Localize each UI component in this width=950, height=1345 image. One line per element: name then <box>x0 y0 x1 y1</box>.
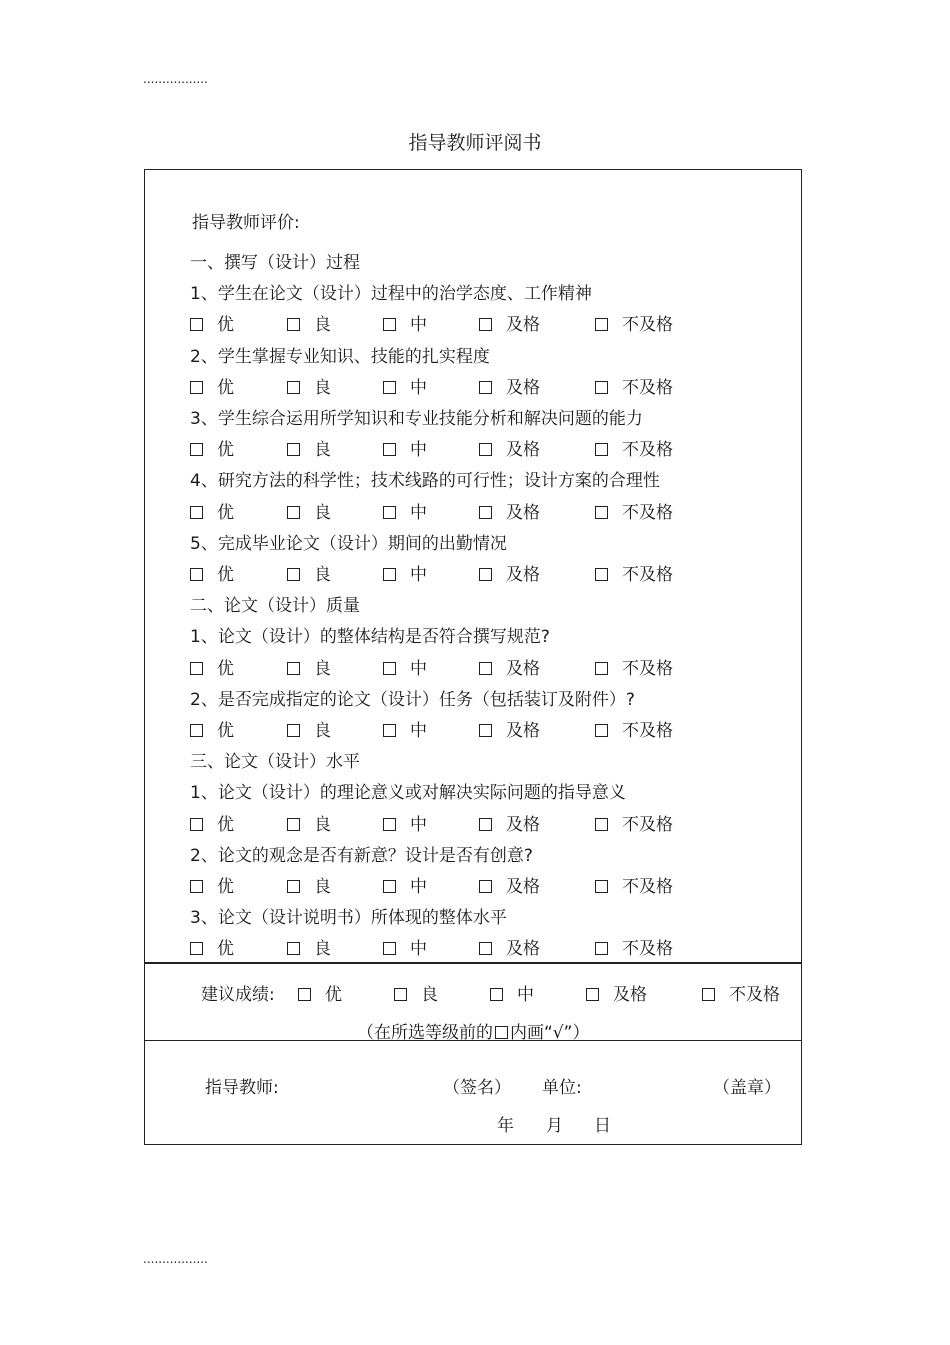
checkbox-icon[interactable] <box>595 662 608 675</box>
grade-option-label: 优 <box>217 440 234 460</box>
checkbox-icon <box>495 1026 508 1039</box>
grade-option[interactable] <box>287 872 331 897</box>
grade-option-label: 及格 <box>506 565 540 585</box>
grade-option-label: 及格 <box>506 939 540 959</box>
grade-option-label: 不及格 <box>622 440 673 460</box>
question-text: 1、论文（设计）的整体结构是否符合撰写规范? <box>190 627 550 647</box>
date-day: 日 <box>594 1116 611 1136</box>
grade-option[interactable] <box>595 498 673 523</box>
checkbox-icon[interactable] <box>190 568 203 581</box>
grade-option-label: 良 <box>314 659 331 679</box>
date-month: 月 <box>546 1116 563 1136</box>
grade-option[interactable] <box>190 716 234 741</box>
sign-label: （签名） <box>443 1078 511 1098</box>
grade-option-label: 中 <box>410 503 427 523</box>
grade-option[interactable] <box>479 560 540 585</box>
suggested-grade-option[interactable] <box>586 980 647 1005</box>
grade-option-label: 中 <box>410 315 427 335</box>
page-title: 指导教师评阅书 <box>408 132 542 154</box>
grade-option-label: 及格 <box>506 503 540 523</box>
checkbox-icon[interactable] <box>190 880 203 893</box>
question-text: 3、学生综合运用所学知识和专业技能分析和解决问题的能力 <box>190 409 643 429</box>
grade-option-label: 不及格 <box>622 939 673 959</box>
question-text: 2、学生掌握专业知识、技能的扎实程度 <box>190 347 490 367</box>
selection-note-prefix: （在所选等级前的 <box>357 1023 493 1043</box>
grade-option[interactable] <box>287 810 331 835</box>
grade-option[interactable] <box>190 560 234 585</box>
checkbox-icon[interactable] <box>479 506 492 519</box>
grade-option[interactable] <box>190 498 234 523</box>
header-dots: ................. <box>143 72 208 86</box>
grade-option-label: 不及格 <box>622 503 673 523</box>
checkbox-icon[interactable] <box>479 818 492 831</box>
grade-option[interactable] <box>383 310 427 335</box>
grade-option[interactable] <box>383 872 427 897</box>
advisor-label: 指导教师: <box>205 1078 279 1098</box>
signature-section <box>145 1040 801 1146</box>
grade-option-label: 中 <box>410 721 427 741</box>
checkbox-icon[interactable] <box>383 443 396 456</box>
grade-option[interactable] <box>479 310 540 335</box>
grade-option[interactable] <box>595 654 673 679</box>
grade-option[interactable] <box>595 373 673 398</box>
grade-option-label: 良 <box>314 877 331 897</box>
grade-option[interactable] <box>479 872 540 897</box>
suggested-grade-label-text: 优 <box>325 985 342 1005</box>
grade-option-label: 中 <box>410 659 427 679</box>
grade-option[interactable] <box>190 934 234 959</box>
checkbox-icon[interactable] <box>479 724 492 737</box>
grade-option-label: 不及格 <box>622 378 673 398</box>
grade-option-label: 优 <box>217 721 234 741</box>
grade-option-label: 中 <box>410 877 427 897</box>
unit-label: 单位: <box>542 1078 582 1098</box>
checkbox-icon[interactable] <box>287 318 300 331</box>
grade-option-label: 不及格 <box>622 815 673 835</box>
grade-option-label: 良 <box>314 378 331 398</box>
grade-option-label: 优 <box>217 503 234 523</box>
checkbox-icon[interactable] <box>287 568 300 581</box>
grade-option[interactable] <box>287 654 331 679</box>
grade-option-label: 不及格 <box>622 721 673 741</box>
question-text: 1、论文（设计）的理论意义或对解决实际问题的指导意义 <box>190 783 626 803</box>
grade-option[interactable] <box>287 498 331 523</box>
grade-option-label: 良 <box>314 440 331 460</box>
grade-option[interactable] <box>595 716 673 741</box>
grade-option[interactable] <box>190 810 234 835</box>
grade-option-label: 中 <box>410 378 427 398</box>
grade-option[interactable] <box>595 435 673 460</box>
suggested-grade-label-text: 及格 <box>613 985 647 1005</box>
grade-option-label: 及格 <box>506 877 540 897</box>
checkbox-icon[interactable] <box>595 443 608 456</box>
selection-note-suffix: 内画“√”） <box>510 1023 590 1043</box>
checkbox-icon[interactable] <box>383 662 396 675</box>
grade-option-label: 不及格 <box>622 877 673 897</box>
checkbox-icon[interactable] <box>479 443 492 456</box>
checkbox-icon[interactable] <box>383 568 396 581</box>
grade-option[interactable] <box>595 310 673 335</box>
grade-option[interactable] <box>383 498 427 523</box>
checkbox-icon[interactable] <box>287 662 300 675</box>
section-heading: 一、撰写（设计）过程 <box>190 253 360 273</box>
grade-option-label: 及格 <box>506 721 540 741</box>
question-text: 2、是否完成指定的论文（设计）任务（包括装订及附件）? <box>190 690 635 710</box>
suggested-grade-option[interactable] <box>490 980 534 1005</box>
checkbox-icon[interactable] <box>287 506 300 519</box>
grade-option-label: 优 <box>217 659 234 679</box>
suggested-grade-label-text: 中 <box>517 985 534 1005</box>
checkbox-icon[interactable] <box>190 662 203 675</box>
date-year: 年 <box>497 1116 514 1136</box>
checkbox-icon[interactable] <box>287 942 300 955</box>
grade-option[interactable] <box>383 435 427 460</box>
footer-dots: ................. <box>143 1252 208 1266</box>
grade-option[interactable] <box>383 654 427 679</box>
checkbox-icon[interactable] <box>586 988 599 1001</box>
grade-option[interactable] <box>479 934 540 959</box>
grade-option[interactable] <box>479 810 540 835</box>
grade-option[interactable] <box>479 654 540 679</box>
checkbox-icon[interactable] <box>190 506 203 519</box>
question-text: 2、论文的观念是否有新意？设计是否有创意? <box>190 846 533 866</box>
grade-option[interactable] <box>595 872 673 897</box>
grade-option-label: 优 <box>217 877 234 897</box>
grade-option[interactable] <box>190 654 234 679</box>
grade-option[interactable] <box>287 934 331 959</box>
seal-label: （盖章） <box>713 1078 781 1098</box>
suggested-grade-option[interactable] <box>702 980 780 1005</box>
checkbox-icon[interactable] <box>595 724 608 737</box>
evaluation-label: 指导教师评价: <box>192 213 300 233</box>
grade-option[interactable] <box>287 435 331 460</box>
grade-option[interactable] <box>383 934 427 959</box>
grade-option-label: 不及格 <box>622 659 673 679</box>
checkbox-icon[interactable] <box>190 381 203 394</box>
grade-option-label: 及格 <box>506 815 540 835</box>
evaluation-section <box>145 170 801 962</box>
suggested-grade-section <box>145 962 801 1043</box>
checkbox-icon[interactable] <box>595 506 608 519</box>
section-heading: 二、论文（设计）质量 <box>190 596 360 616</box>
checkbox-icon[interactable] <box>479 318 492 331</box>
grade-option-label: 良 <box>314 315 331 335</box>
checkbox-icon[interactable] <box>479 381 492 394</box>
grade-option[interactable] <box>190 435 234 460</box>
checkbox-icon[interactable] <box>190 818 203 831</box>
suggested-grade-label: 建议成绩: <box>201 985 275 1005</box>
grade-option[interactable] <box>383 716 427 741</box>
checkbox-icon[interactable] <box>287 724 300 737</box>
grade-option-label: 优 <box>217 378 234 398</box>
grade-option-label: 良 <box>314 565 331 585</box>
checkbox-icon[interactable] <box>595 880 608 893</box>
grade-option-label: 中 <box>410 440 427 460</box>
checkbox-icon[interactable] <box>287 381 300 394</box>
checkbox-icon[interactable] <box>383 880 396 893</box>
grade-option[interactable] <box>287 373 331 398</box>
checkbox-icon[interactable] <box>383 318 396 331</box>
grade-option[interactable] <box>287 560 331 585</box>
checkbox-icon[interactable] <box>394 988 407 1001</box>
grade-option[interactable] <box>190 373 234 398</box>
section-heading: 三、论文（设计）水平 <box>190 752 360 772</box>
grade-option-label: 良 <box>314 939 331 959</box>
grade-option[interactable] <box>383 373 427 398</box>
suggested-grade-label-text: 不及格 <box>729 985 780 1005</box>
checkbox-icon[interactable] <box>298 988 311 1001</box>
grade-option-label: 中 <box>410 939 427 959</box>
grade-option[interactable] <box>479 716 540 741</box>
checkbox-icon[interactable] <box>479 662 492 675</box>
checkbox-icon[interactable] <box>595 942 608 955</box>
checkbox-icon[interactable] <box>479 942 492 955</box>
suggested-grade-label-text: 良 <box>421 985 438 1005</box>
checkbox-icon[interactable] <box>595 381 608 394</box>
grade-option-label: 及格 <box>506 315 540 335</box>
checkbox-icon[interactable] <box>190 318 203 331</box>
checkbox-icon[interactable] <box>479 880 492 893</box>
checkbox-icon[interactable] <box>595 818 608 831</box>
checkbox-icon[interactable] <box>383 942 396 955</box>
checkbox-icon[interactable] <box>190 443 203 456</box>
grade-option[interactable] <box>287 310 331 335</box>
grade-option-label: 及格 <box>506 659 540 679</box>
evaluation-form <box>144 169 802 1145</box>
grade-option[interactable] <box>479 373 540 398</box>
suggested-grade-option[interactable] <box>298 980 342 1005</box>
grade-option-label: 良 <box>314 721 331 741</box>
suggested-grade-option[interactable] <box>394 980 438 1005</box>
grade-option[interactable] <box>383 810 427 835</box>
grade-option-label: 及格 <box>506 440 540 460</box>
grade-option[interactable] <box>479 435 540 460</box>
grade-option-label: 良 <box>314 815 331 835</box>
question-text: 1、学生在论文（设计）过程中的治学态度、工作精神 <box>190 284 592 304</box>
grade-option[interactable] <box>479 498 540 523</box>
grade-option[interactable] <box>595 560 673 585</box>
grade-option[interactable] <box>190 310 234 335</box>
grade-option-label: 优 <box>217 939 234 959</box>
grade-option-label: 良 <box>314 503 331 523</box>
checkbox-icon[interactable] <box>383 381 396 394</box>
checkbox-icon[interactable] <box>190 942 203 955</box>
grade-option-label: 及格 <box>506 378 540 398</box>
grade-option-label: 优 <box>217 565 234 585</box>
grade-option-label: 不及格 <box>622 565 673 585</box>
question-text: 3、论文（设计说明书）所体现的整体水平 <box>190 908 507 928</box>
grade-option-label: 中 <box>410 815 427 835</box>
checkbox-icon[interactable] <box>383 818 396 831</box>
question-text: 4、研究方法的科学性；技术线路的可行性；设计方案的合理性 <box>190 471 660 491</box>
question-text: 5、完成毕业论文（设计）期间的出勤情况 <box>190 534 507 554</box>
grade-option[interactable] <box>595 810 673 835</box>
checkbox-icon[interactable] <box>287 818 300 831</box>
grade-option[interactable] <box>595 934 673 959</box>
checkbox-icon[interactable] <box>595 318 608 331</box>
checkbox-icon[interactable] <box>287 880 300 893</box>
checkbox-icon[interactable] <box>702 988 715 1001</box>
checkbox-icon[interactable] <box>383 724 396 737</box>
grade-option[interactable] <box>383 560 427 585</box>
checkbox-icon[interactable] <box>490 988 503 1001</box>
grade-option-label: 不及格 <box>622 315 673 335</box>
grade-option-label: 优 <box>217 315 234 335</box>
grade-option[interactable] <box>287 716 331 741</box>
checkbox-icon[interactable] <box>383 506 396 519</box>
checkbox-icon[interactable] <box>595 568 608 581</box>
checkbox-icon[interactable] <box>190 724 203 737</box>
grade-option-label: 中 <box>410 565 427 585</box>
grade-option-label: 优 <box>217 815 234 835</box>
checkbox-icon[interactable] <box>287 443 300 456</box>
checkbox-icon[interactable] <box>479 568 492 581</box>
grade-option[interactable] <box>190 872 234 897</box>
